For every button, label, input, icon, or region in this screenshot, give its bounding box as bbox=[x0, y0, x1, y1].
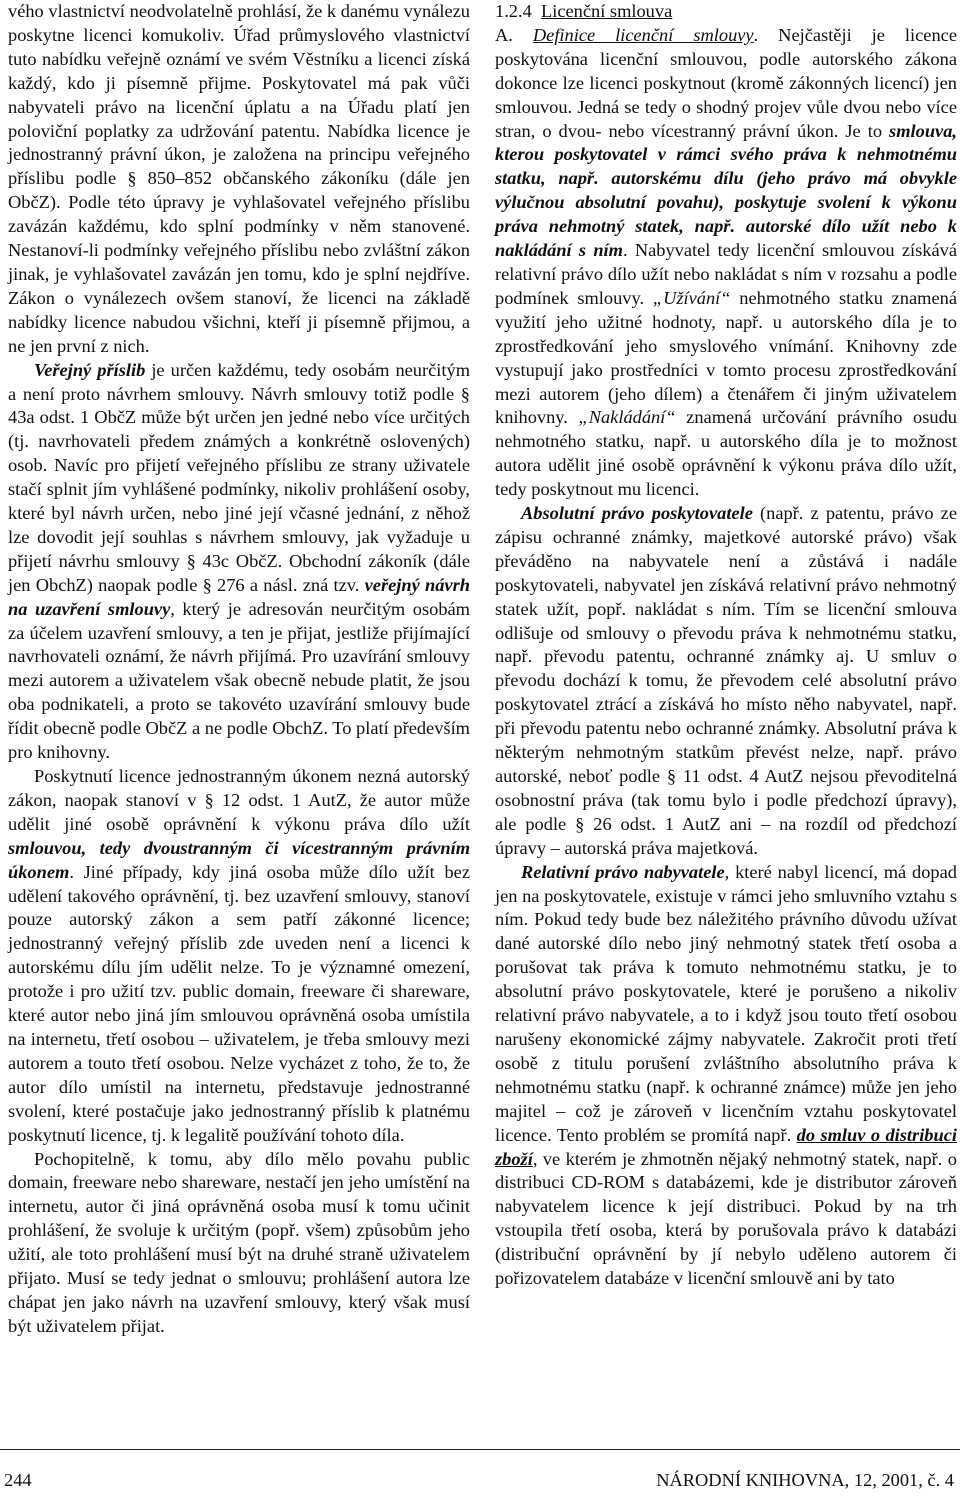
term-usage: „Užívání“ bbox=[652, 287, 731, 308]
paragraph-unilateral-licence: Poskytnutí licence jednostranným úkonem nezná autorský zákon, naopak stanoví v § 12 odst. 1 AutZ, že autor může udělit jiné osobě oprávnění k výkonu práva dílo užít smlouvou, tedy dvoustranným či vícestranným právním úkonem. Jiné případy, kdy jiná osoba může dílo užít bez udělení takového oprávnění, tj. bez uzavření smlouvy, stanoví pouze autorský zákon a sem patří zákonné licence; jednostranný veřejný příslib zde uveden není a licenci k autorskému dílu jím udělit nelze. To je významné omezení, protože i pro užití tzv. public domain, freeware či shareware, které autor nebo jiná jím smlouvou oprávněná osoba umístila na internetu, třetí osobou – uživatelem, je třeba smlouvy mezi autorem a touto třetí osobou. Nelze vycházet z toho, že to, že autor dílo umístil na internetu, představuje jednostranné svolení, které postačuje jako jednostranný příslib k platnému poskytnutí licence, tj. k legalitě používání tohoto díla. bbox=[8, 766, 470, 1145]
term-public-proposal: veřejný návrh na uzavření smlouvy bbox=[8, 574, 470, 619]
paragraph-relative-right: Relativní právo nabyvatele, které nabyl licencí, má dopad jen na poskytovatele, existuje v rámci jeho smluvního vztahu s ním. Pokud tedy bude bez náležitého právního důvodu užívat dané autorské dílo nebo jiný nehmotný statek třetí osoba a porušovat tak práva k tomuto nehmotnému statku, je to absolutní právo poskytovatele, které je porušeno a nikoliv relativní právo nabyvatele, a to i když jsou touto třetí osobou narušeny ekonomické zájmy nabyvatele. Zakročit proti třetí osobě z titulu porušení zvláštního absolutního práva k nehmotnému statku (např. k ochranné známce) může jen jeho majitel – což je zároveň v licenčním vztahu poskytovatel licence. Tento problém se promítá např. do smluv o distribuci zboží, ve kterém je zhmotněn nějaký nehmotný statek, např. o distribuci CD-ROM s databázemi, kde je distributor zároveň nabyvatelem licence k její distribuci. Pokud by na trh vstoupila třetí osoba, která by porušovala právo k databázi (distribuční oprávnění by jí nebylo uděleno autorem či pořizovatelem databáze v licenční smlouvě ani by tato bbox=[495, 861, 957, 1289]
term-disposal: „Nakládání“ bbox=[578, 407, 676, 428]
section-title: Licenční smlouva bbox=[540, 1, 673, 21]
right-column bbox=[495, 0, 957, 1291]
term-relative-right: Relativní právo nabyvatele bbox=[521, 861, 725, 882]
left-column bbox=[8, 0, 470, 1339]
section-number: 1.2.4 bbox=[495, 1, 532, 21]
term-absolute-right: Absolutní právo poskytovatele bbox=[521, 503, 753, 524]
page-number: 244 bbox=[4, 1470, 32, 1490]
term-bilateral-act: smlouvou, tedy dvoustranným či vícestranným právním úkonem bbox=[8, 837, 470, 882]
journal-footer: NÁRODNÍ KNIHOVNA, 12, 2001, č. 4 bbox=[656, 1470, 954, 1490]
paragraph-licence-definition: A. Definice licenční smlouvy. Nejčastěji je licence poskytována licenční smlouvou, podle autorského zákona dokonce lze licenci poskytnout (kromě zákonných licencí) jen smlouvou. Jedná se tedy o shodný projev vůle dvou nebo více stran, o dvou- nebo vícestranný právní úkon. Je to smlouva, kterou poskytovatel v rámci svého práva k nehmotnému statku, např. autorskému dílu (jeho právo má obvykle výlučnou absolutní povahu), poskytuje svolení k výkonu práva nehmotný statek, např. autorské dílo užít nebo k nakládání s ním. Nabyvatel tedy licenční smlouvou získává relativní právo dílo užít nebo nakládat s ním v rozsahu a podle podmínek smlouvy. „Užívání“ nehmotného statku znamená využití jeho užitné hodnoty, např. u autorského díla je to zprostředkování jeho smyslového vnímání. Knihovny zde vystupují jako prostředníci v tomto procesu zprostředkování mezi autorem (jeho dílem) a čtenářem či jiným uživatelem knihovny. „Nakládání“ znamená určování právního osudu nehmotného statku, např. u autorského díla je to možnost autora udělit jiné osobě oprávnění k výkonu práva dílo užít, tedy poskytnout mu licenci. bbox=[495, 24, 957, 500]
term-licence-definition: Definice licenční smlouvy bbox=[532, 24, 754, 45]
term-licence-contract: smlouva, kterou poskytovatel v rámci svého práva k nehmotnému statku, např. autorskému dílu (jeho právo má obvykle výlučnou absolutní povahu), poskytuje svolení k výkonu práva nehmotný statek, např. autorské dílo užít nebo k nakládání s ním bbox=[495, 120, 957, 261]
section-heading bbox=[495, 0, 957, 24]
term-public-promise: Veřejný příslib bbox=[34, 359, 146, 380]
term-distribution-contracts: do smluv o distribuci zboží bbox=[495, 1124, 957, 1169]
paragraph-public-promise: Veřejný příslib je určen každému, tedy osobám neurčitým a není proto návrhem smlouvy. Návrh smlouvy totiž podle § 43a odst. 1 ObčZ může být určen jen jedné nebo více určitých (tj. navrhovateli předem známých a konkrétně oslovených) osob. Navíc pro přijetí veřejného příslibu ze strany uživatele stačí splnit jím vyhlášené podmínky, nikoliv prohlášení osoby, které byl návrh určen, nebo jiné její včasné jednání, z něhož lze dovodit její souhlas s návrhem smlouvy, jak vyžaduje u přijetí návrhu smlouvy § 43c ObčZ. Obchodní zákoník (dále jen ObchZ) naopak podle § 276 a násl. zná tzv. veřejný návrh na uzavření smlouvy, který je adresován neurčitým osobám za účelem uzavření smlouvy, a ten je přijat, jestliže přijímající navrhovateli oznámí, že návrh přijímá. Pro uzavírání smlouvy mezi autorem a uživatelem však obecně nebude platit, že jsou oba podnikateli, a proto se takovéto uzavírání smlouvy bude řídit obecně podle ObčZ a ne podle ObchZ. To platí především pro knihovny. bbox=[8, 359, 470, 763]
paragraph-public-domain: Pochopitelně, k tomu, aby dílo mělo povahu public domain, freeware nebo shareware, nestačí jen jeho umístění na internetu, autor či jiná oprávněná osoba musí k tomu učinit prohlášení, že svoluje k určitým (popř. všem) způsobům jeho užití, ale toto prohlášení musí být na druhé straně uživatelem přijato. Musí se tedy jednat o smlouvu; prohlášení autora lze chápat jen jako návrh na uzavření smlouvy, který však musí být uživatelem přijat. bbox=[8, 1148, 470, 1336]
paragraph-absolute-right: Absolutní právo poskytovatele (např. z patentu, právo ze zápisu ochranné známky, majetkové autorské právo) však převáděno na nabyvatele není a zůstává i nadále poskytovateli, nabyvatel jen získává relativní právo nehmotný statek užít, popř. nakládat s ním. Tím se licenční smlouva odlišuje od smlouvy o převodu práva k nehmotnému statku, např. převodu patentu, ochranné známky aj. U smluv o převodu dochází k tomu, že převodem celé absolutní právo poskytovatel ztrácí a získává ho místo něho nabyvatel, např. při převodu patentu nebo ochranné známky. Absolutní práva k některým nehmotným statkům převést nelze, např. právo autorské, neboť podle § 11 odst. 4 AutZ nejsou převoditelná osobnostní práva (tak tomu bylo i podle předchozí úpravy), ale podle § 26 odst. 1 AutZ ani – na rozdíl od předchozí úpravy – autorská práva majetková. bbox=[495, 503, 957, 858]
paragraph-patent-offer: vého vlastnictví neodvolatelně prohlásí, že k danému vynálezu poskytne licenci komukoliv. Úřad průmyslového vlastnictví tuto nabídku veřejně oznámí ve svém Věstníku a licenci získá každý, kdo ji písemně přijme. Poskytovatel má pak vůči nabyvateli právo na licenční úplatu a na Úřadu platí jen poloviční poplatky za udržování patentu. Nabídka licence je jednostranný právní úkon, je založena na principu veřejného příslibu podle § 850–852 občanského zákoníku (dále jen ObčZ). Podle této úpravy je vyhlašovatel veřejného příslibu zavázán každému, kdo splní podmínky v něm stanovené. Nestanoví-li podmínky veřejného příslibu nebo zvláštní zákon jinak, je vyhlašovatel zavázán jen tomu, kdo je splní nejdříve. Zákon o vynálezech ovšem stanoví, že licenci na základě nabídky licence nabudou všichni, kteří ji písemně přijmou, a ne jen první z nich. bbox=[8, 1, 470, 356]
footer-divider bbox=[0, 1449, 960, 1450]
